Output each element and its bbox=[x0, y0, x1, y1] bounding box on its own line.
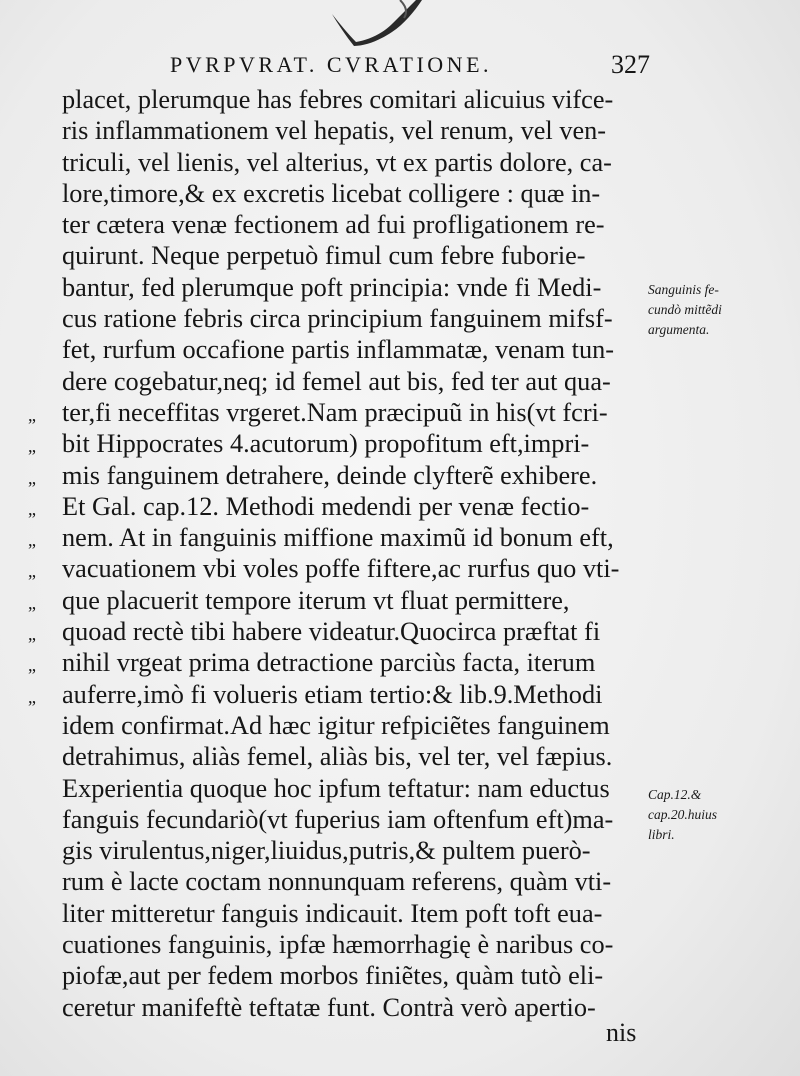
line-text: auferre,imò fi volueris etiam tertio:& lib.9.Methodi bbox=[62, 679, 603, 709]
line-text: piofæ,aut per fedem morbos finiẽtes, quàm tutò eli- bbox=[62, 961, 604, 991]
text-line bbox=[62, 178, 648, 209]
text-line bbox=[62, 929, 648, 960]
line-text: ter cætera venæ fectionem ad fui profligationem re- bbox=[62, 210, 605, 240]
text-line: „ nem. At in fanguinis miffione maximũ id bonum eft, bbox=[28, 523, 614, 553]
text-line: „ Et Gal. cap.12. Methodi medendi per venæ fectio- bbox=[28, 491, 590, 521]
margin-note-line: Cap.12.& bbox=[648, 787, 702, 802]
text-line bbox=[62, 866, 648, 897]
line-text: idem confirmat.Ad hæc igitur refpiciẽtes fanguinem bbox=[62, 710, 610, 740]
line-text: gis virulentus,niger,liuidus,putris,& pultem puerò- bbox=[62, 836, 591, 866]
torn-ornament-mark bbox=[330, 0, 430, 50]
margin-note-line: argumenta. bbox=[648, 322, 710, 337]
text-line bbox=[62, 960, 648, 991]
line-text: bantur, fed plerumque poft principia: vnde fi Medi- bbox=[62, 272, 602, 302]
catchword: nis bbox=[606, 1018, 637, 1047]
line-text: ris inflammationem vel hepatis, vel renum, vel ven- bbox=[62, 116, 607, 146]
running-title: PVRPVRAT. CVRATIONE. bbox=[170, 52, 493, 77]
text-line: „ nihil vrgeat prima detractione parciùs facta, iterum bbox=[28, 648, 596, 678]
text-line: „ mis fanguinem detrahere, deinde clyfterẽ exhibere. bbox=[28, 460, 598, 490]
text-line: „ bit Hippocrates 4.acutorum) propofitum eft,impri- bbox=[28, 429, 590, 459]
text-line bbox=[62, 303, 648, 334]
text-line: „ vacuationem vbi voles poffe fiftere,ac rurfus quo vti- bbox=[28, 554, 620, 584]
text-line bbox=[62, 710, 648, 741]
line-text: rum è lacte coctam nonnunquam referens, quàm vti- bbox=[62, 867, 612, 897]
text-line bbox=[62, 804, 648, 835]
margin-note-line: cap.20.huius bbox=[648, 807, 717, 822]
line-text: quoad rectè tibi habere videatur.Quocirca præftat fi bbox=[62, 617, 601, 647]
text-line: „ quoad rectè tibi habere videatur.Quocirca præftat fi bbox=[28, 617, 601, 647]
line-text: fanguis fecundariò(vt fuperius iam oftenfum eft)ma- bbox=[62, 804, 614, 834]
line-text: fet, rurfum occafione partis inflammatæ, venam tun- bbox=[62, 335, 615, 365]
text-line: „ ter,fi neceffitas vrgeret.Nam præcipuũ in his(vt fcri- bbox=[28, 397, 608, 427]
line-text: liter mitteretur fanguis indicauit. Item poft toft eua- bbox=[62, 898, 603, 928]
line-text: nem. At in fanguinis miffione maximũ id bonum eft, bbox=[62, 523, 614, 553]
text-line: „ que placuerit tempore iterum vt fluat permittere, bbox=[28, 585, 570, 615]
text-line bbox=[62, 115, 648, 146]
margin-note-sanguinis bbox=[648, 280, 722, 340]
margin-note-line: libri. bbox=[648, 827, 675, 842]
line-text: triculi, vel lienis, vel alterius, vt ex partis dolore, ca- bbox=[62, 147, 612, 177]
line-text: cus ratione febris circa principium fanguinem mifsf- bbox=[62, 304, 613, 334]
text-line bbox=[62, 741, 648, 772]
line-text: detrahimus, aliàs femel, aliàs bis, vel ter, vel fæpius. bbox=[62, 742, 613, 772]
line-text: mis fanguinem detrahere, deinde clyfterẽ exhibere. bbox=[62, 460, 598, 490]
text-line bbox=[62, 773, 648, 804]
line-text: placet, plerumque has febres comitari alicuius vifce- bbox=[62, 85, 614, 114]
line-text: lore,timore,& ex excretis licebat colligere : quæ in- bbox=[62, 178, 601, 208]
line-text: ter,fi neceffitas vrgeret.Nam præcipuũ in his(vt fcri- bbox=[62, 397, 608, 427]
text-line bbox=[62, 209, 648, 240]
text-line bbox=[62, 240, 648, 271]
line-text: vacuationem vbi voles poffe fiftere,ac rurfus quo vti- bbox=[62, 554, 620, 584]
running-head bbox=[170, 50, 650, 82]
text-line bbox=[62, 272, 648, 303]
line-text: que placuerit tempore iterum vt fluat permittere, bbox=[62, 585, 570, 615]
text-line bbox=[62, 334, 648, 365]
text-line bbox=[62, 366, 648, 397]
margin-note-cap-references bbox=[648, 785, 717, 845]
line-text: Experientia quoque hoc ipfum teftatur: nam eductus bbox=[62, 773, 610, 803]
line-text: ceretur manifeftè teftatæ funt. Contrà verò apertio- bbox=[62, 992, 596, 1022]
line-text: nihil vrgeat prima detractione parciùs facta, iterum bbox=[62, 648, 596, 678]
text-line bbox=[62, 898, 648, 929]
text-line bbox=[62, 147, 648, 178]
text-line bbox=[62, 84, 648, 115]
line-text: quirunt. Neque perpetuò fimul cum febre fuborie- bbox=[62, 241, 586, 271]
line-text: Et Gal. cap.12. Methodi medendi per venæ fectio- bbox=[62, 491, 590, 521]
line-text: cuationes fanguinis, ipfæ hæmorrhagię è naribus co- bbox=[62, 930, 614, 960]
margin-note-line: cundò mittẽdi bbox=[648, 302, 722, 317]
text-line bbox=[62, 835, 648, 866]
line-text: bit Hippocrates 4.acutorum) propofitum eft,impri- bbox=[62, 429, 590, 459]
page-number: 327 bbox=[611, 50, 650, 79]
text-line bbox=[62, 992, 648, 1023]
margin-note-line: Sanguinis fe- bbox=[648, 282, 719, 297]
line-text: dere cogebatur,neq; id femel aut bis, fed ter aut qua- bbox=[62, 366, 611, 396]
body-text bbox=[28, 84, 648, 1023]
text-line: „ auferre,imò fi volueris etiam tertio:& lib.9.Methodi bbox=[28, 679, 603, 709]
